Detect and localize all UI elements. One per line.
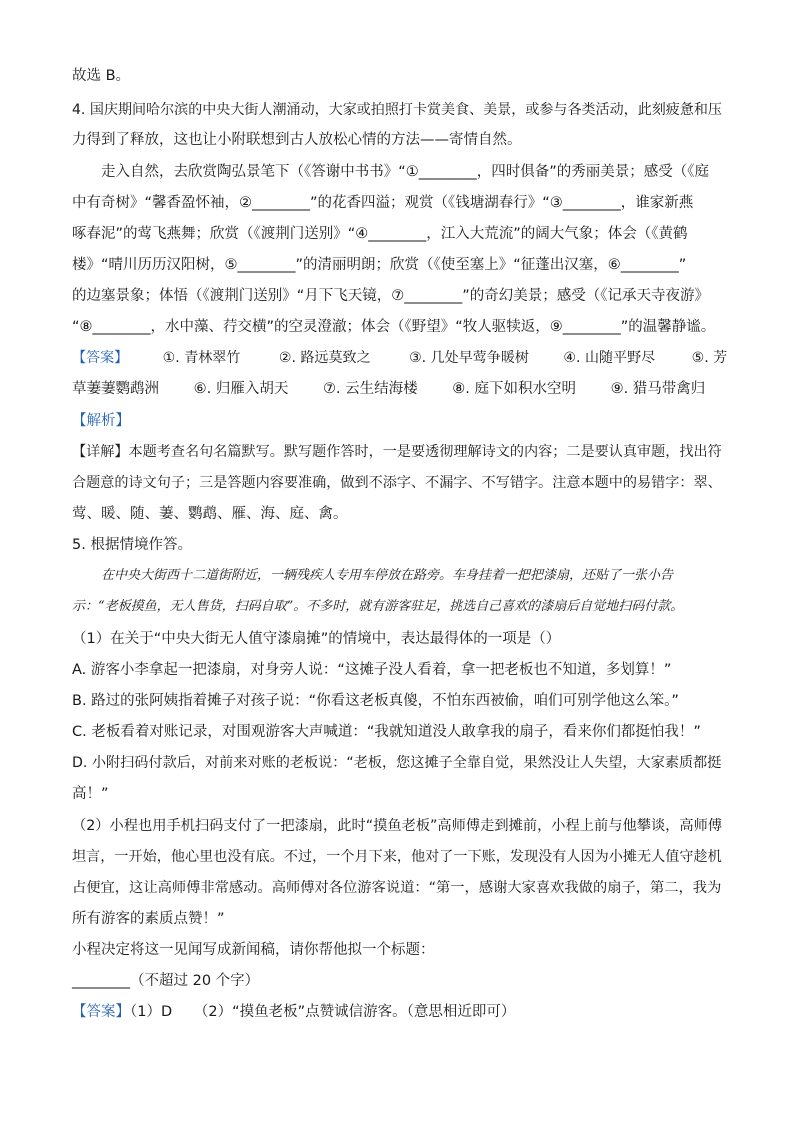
handwritten-passage: 示：“老板摸鱼，无人售货，扫码自取”。不多时，就有游客驻足，挑选自己喜欢的漆扇后自觉地扫码付款。 [72, 599, 684, 614]
answer-item: ⑦. 云生结海楼 [322, 381, 418, 397]
text-line: 莺、暖、随、萋、鹦鹉、雁、海、庭、禽。 [72, 506, 348, 522]
text-line: 高！” [72, 786, 109, 802]
option-d: D. 小附扫码付款后，对前来对账的老板说：“老板，您这摊子全靠自觉，果然没让人失望，大家素质都挺 [72, 755, 722, 771]
text-line: 啄春泥”的莺飞燕舞；欣赏（《渡荆门送别》“④________，江入大荒流”的阔大气象；体会（《黄鹤 [72, 226, 688, 242]
answer-item: ⑥. 归雁入胡天 [193, 381, 289, 397]
answer-row [72, 379, 705, 399]
option-b: B. 路过的张阿姨指着摊子对孩子说：“你看这老板真傻，不怕东西被偷，咱们可别学他这么笨。” [72, 693, 679, 709]
answer-tag: 【答案】 [72, 350, 129, 366]
answer-tag: 【答案】 [72, 1004, 130, 1020]
sub-question-2: （2）小程也用手机扫码支付了一把漆扇，此时“摸鱼老板”高师傅走到摊前，小程上前与他攀谈，高师傅 [72, 818, 723, 834]
handwritten-passage: 在中央大街西十二道街附近，一辆残疾人专用车停放在路旁。车身挂着一把把漆扇，还贴了一张小告 [101, 568, 674, 583]
answer-item: ③. 几处早莺争暖树 [409, 350, 529, 366]
text-line: 小程决定将这一见闻写成新闻稿，请你帮他拟一个标题： [72, 942, 435, 958]
final-answer-text: （1）D （2）“摸鱼老板”点赞诚信游客。（意思相近即可） [130, 1004, 516, 1020]
text-line: ________（不超过 20 个字） [72, 973, 260, 989]
text-line: 中有奇树》“馨香盈怀袖，②________”的花香四溢；观赏（《钱塘湖春行》“③________，谁家新燕 [72, 195, 694, 211]
text-line: 坦言，一开始，他心里也没有底。不过，一个月下来，他对了一下账，发现没有人因为小摊无人值守趁机 [72, 849, 722, 865]
answer-item: ⑧. 庭下如积水空明 [452, 381, 576, 397]
answer-item: ④. 山随平野尽 [563, 350, 656, 366]
final-answer-row [72, 1002, 515, 1022]
answer-item: 草萋萋鹦鹉洲 [72, 381, 159, 397]
text-line: 的边塞景象；体悟（《渡荆门送别》“月下飞天镜，⑦________”的奇幻美景；感受（《记承天寺夜游》 [72, 288, 710, 304]
analysis-tag: 【解析】 [72, 413, 130, 429]
text-line: 故选 B。 [72, 68, 131, 84]
answer-item: ⑨. 猎马带禽归 [610, 381, 706, 397]
option-a: A. 游客小李拿起一把漆扇，对身旁人说：“这摊子没人看着，拿一把老板也不知道，多划算！” [72, 662, 672, 678]
text-line: 合题意的诗文句子；三是答题内容要准确，做到不添字、不漏字、不写错字。注意本题中的易错字：翠、 [72, 475, 722, 491]
answer-item: ①. 青林翠竹 [162, 350, 241, 366]
text-line: 所有游客的素质点赞！” [72, 911, 225, 927]
text-line: 走入自然，去欣赏陶弘景笔下（《答谢中书书》“①________，四时俱备”的秀丽美景；感受（《庭 [101, 164, 710, 180]
sub-question-1: （1）在关于“中央大街无人值守漆扇摊”的情境中，表达最得体的一项是（） [72, 631, 561, 647]
text-line: 楼》“晴川历历汉阳树，⑤________”的清丽明朗；欣赏（《使至塞上》“征蓬出汉塞，⑥________” [72, 257, 687, 273]
text-line: 【详解】本题考查名句名篇默写。默写题作答时，一是要透彻理解诗文的内容；二是要认真审题，找出符 [72, 444, 722, 460]
question-5-stem: 5. 根据情境作答。 [72, 537, 192, 553]
text-line: 占便宜，这让高师傅非常感动。高师傅对各位游客说道：“第一，感谢大家喜欢我做的扇子，第二，我为 [72, 880, 722, 896]
answer-item: ⑤. 芳 [691, 350, 728, 366]
answer-row [72, 348, 727, 368]
text-line: 力得到了释放，这也让小附联想到古人放松心情的方法——寄情自然。 [72, 132, 522, 148]
answer-item: ②. 路远莫致之 [278, 350, 371, 366]
text-line: “⑧________，水中藻、荇交横”的空灵澄澈；体会（《野望》“牧人驱犊返，⑨________”的温馨静谧。 [72, 319, 716, 335]
option-c: C. 老板看着对账记录，对围观游客大声喊道：“我就知道没人敢拿我的扇子，看来你们都挺怕我！” [72, 724, 701, 740]
question-4-stem: 4. 国庆期间哈尔滨的中央大街人潮涌动，大家或拍照打卡赏美食、美景，或参与各类活动，此刻疲惫和压 [72, 102, 722, 118]
